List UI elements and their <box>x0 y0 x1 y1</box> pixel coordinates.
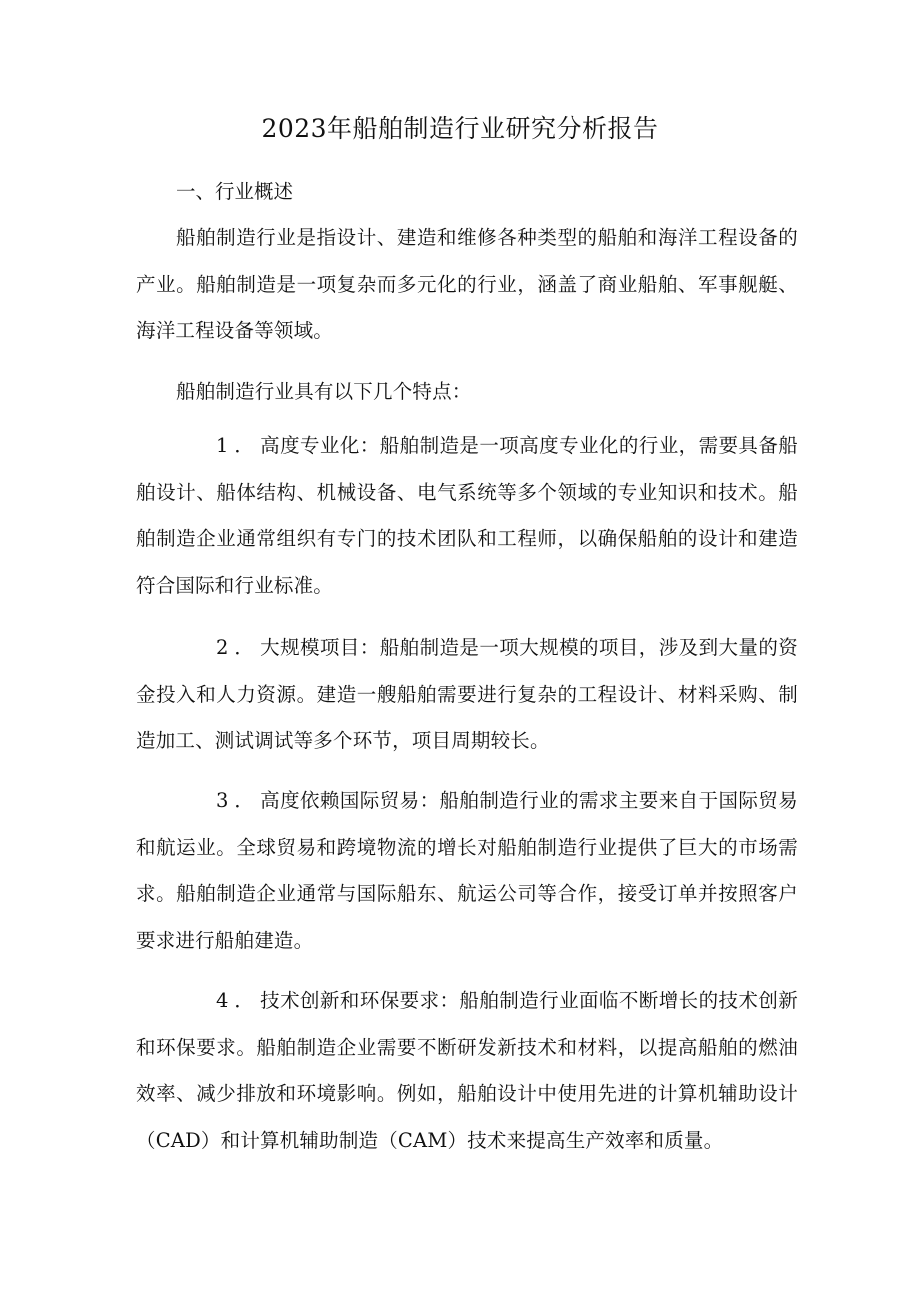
features-lead-paragraph: 船舶制造行业具有以下几个特点： <box>176 380 472 403</box>
point-number: 1． <box>216 434 260 457</box>
point-text: 大规模项目：船舶制造是一项大规模的项目，涉及到大量的资金投入和人力资源。建造一艘船舶需要进行复杂的工程设计、材料采购、制造加工、测试调试等多个环节，项目周期较长。 <box>136 636 798 752</box>
point-number: 2． <box>216 636 260 659</box>
feature-point-3 <box>136 778 798 964</box>
feature-point-1 <box>136 423 798 609</box>
point-number: 4． <box>216 989 260 1012</box>
intro-paragraph: 船舶制造行业是指设计、建造和维修各种类型的船舶和海洋工程设备的产业。船舶制造是一项复杂而多元化的行业，涵盖了商业船舶、军事舰艇、海洋工程设备等领域。 <box>136 226 798 342</box>
feature-point-2 <box>136 625 798 765</box>
feature-point-4 <box>136 978 798 1164</box>
section-heading: 一、行业概述 <box>176 180 294 203</box>
point-number: 3． <box>216 789 260 812</box>
point-text: 高度专业化：船舶制造是一项高度专业化的行业，需要具备船舶设计、船体结构、机械设备、电气系统等多个领域的专业知识和技术。船舶制造企业通常组织有专门的技术团队和工程师，以确保船舶的设计和建造符合国际和行业标准。 <box>136 434 798 597</box>
document-title: 2023年船舶制造行业研究分析报告 <box>261 114 659 143</box>
point-text: 高度依赖国际贸易：船舶制造行业的需求主要来自于国际贸易和航运业。全球贸易和跨境物流的增长对船舶制造行业提供了巨大的市场需求。船舶制造企业通常与国际船东、航运公司等合作，接受订单并按照客户要求进行船舶建造。 <box>136 789 798 952</box>
point-text: 技术创新和环保要求：船舶制造行业面临不断增长的技术创新和环保要求。船舶制造企业需要不断研发新技术和材料，以提高船舶的燃油效率、减少排放和环境影响。例如，船舶设计中使用先进的计算机辅助设计（CAD）和计算机辅助制造（CAM）技术来提高生产效率和质量。 <box>136 989 798 1152</box>
